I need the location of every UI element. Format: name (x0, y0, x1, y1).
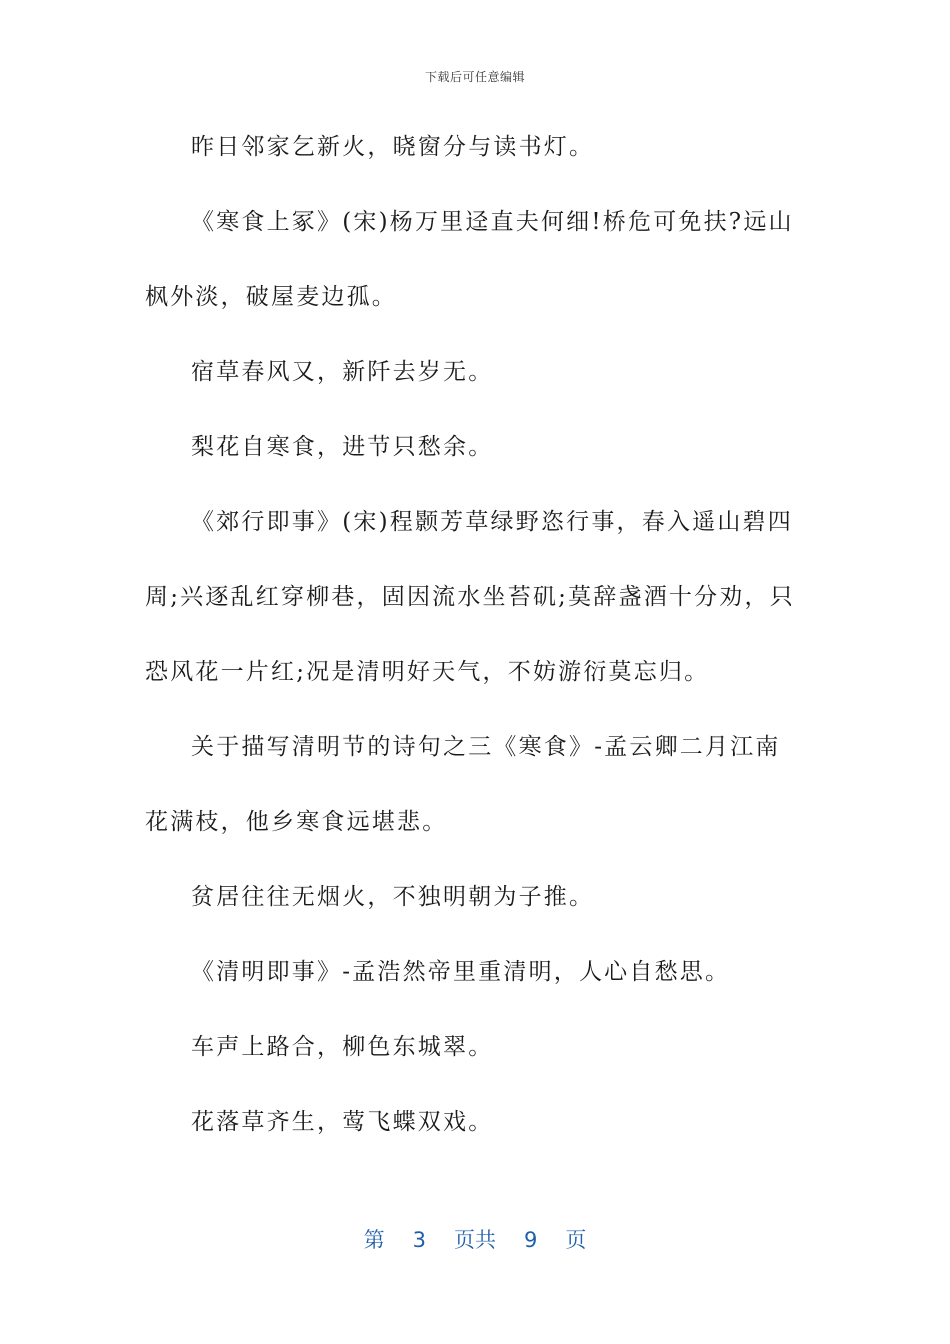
paragraph: 车声上路合，柳色东城翠。 (191, 1034, 494, 1060)
paragraph: 花落草齐生，莺飞蝶双戏。 (191, 1109, 494, 1135)
total-pages: 9 (524, 1228, 538, 1252)
total-unit: 页 (565, 1228, 587, 1252)
page-unit: 页共 (454, 1228, 496, 1252)
page-header: 下载后可任意编辑 (424, 70, 525, 84)
paragraph: 昨日邻家乞新火，晓窗分与读书灯。 (191, 134, 595, 160)
page-word: 第 (363, 1228, 385, 1252)
paragraph: 贫居往往无烟火，不独明朝为子推。 (191, 884, 595, 910)
paragraph: 《清明即事》-孟浩然帝里重清明，人心自愁思。 (191, 959, 731, 985)
paragraph: 《郊行即事》(宋)程颢芳草绿野恣行事，春入遥山碧四周;兴逐乱红穿柳巷，固因流水坐苔矶;莫辞盏酒十分劝，只恐风花一片红;况是清明好天气，不妨游衍莫忘归。 (145, 509, 795, 685)
document-body (145, 110, 805, 1160)
paragraph: 梨花自寒食，进节只愁余。 (191, 434, 494, 460)
paragraph: 关于描写清明节的诗句之三《寒食》-孟云卿二月江南花满枝，他乡寒食远堪悲。 (145, 734, 781, 835)
page-number: 3 (412, 1228, 426, 1252)
paragraph: 宿草春风又，新阡去岁无。 (191, 359, 494, 385)
paragraph: 《寒食上冢》(宋)杨万里迳直夫何细!桥危可免扶?远山枫外淡，破屋麦边孤。 (145, 209, 794, 310)
page-footer (0, 1224, 950, 1254)
